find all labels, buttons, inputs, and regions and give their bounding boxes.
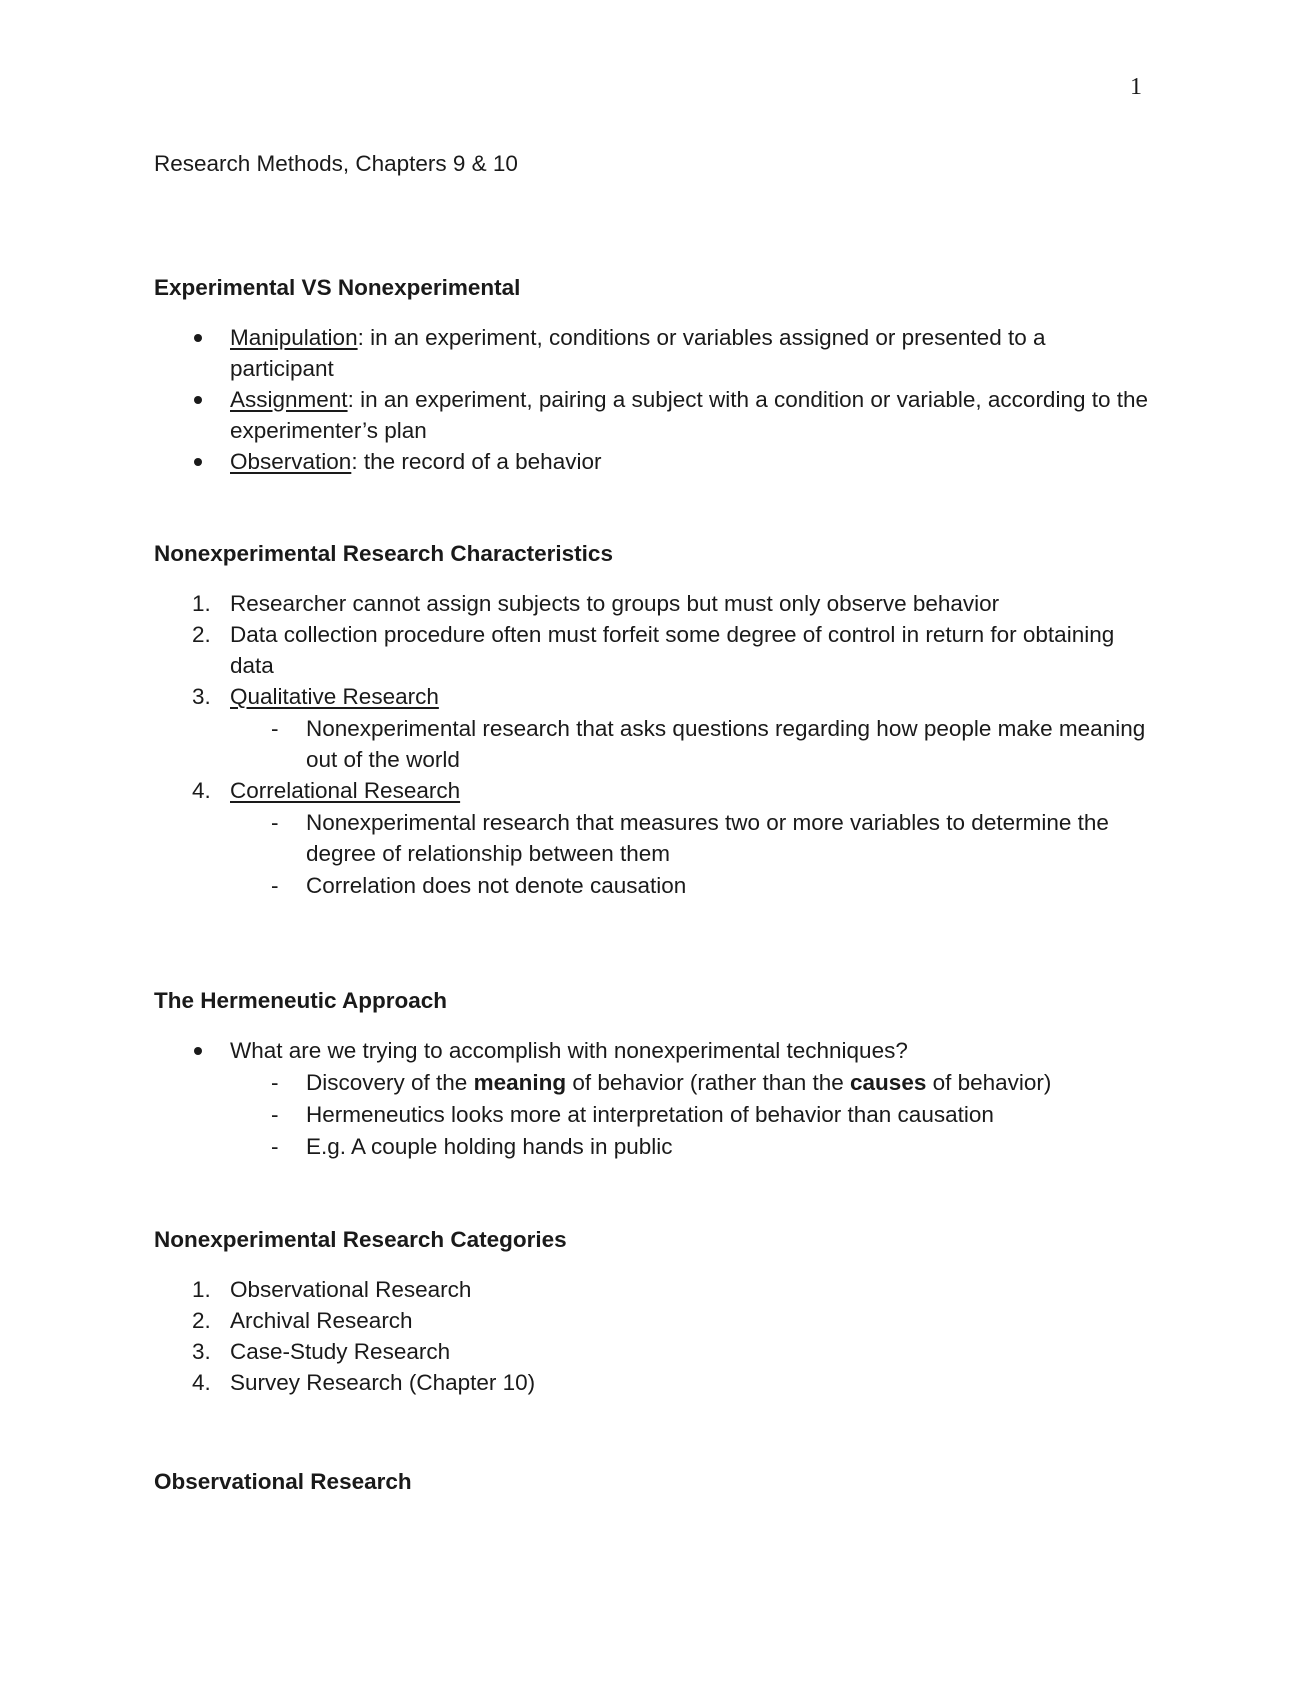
sub-list-item xyxy=(154,870,1154,901)
sub-list xyxy=(230,713,1154,775)
emphasis-meaning: meaning xyxy=(473,1070,567,1095)
item-text: Observational Research xyxy=(230,1277,472,1302)
list-item xyxy=(154,322,1154,384)
section-heading: Nonexperimental Research Characteristics xyxy=(154,541,613,566)
list-item xyxy=(154,1035,1154,1162)
emphasis-causes: causes xyxy=(850,1070,927,1095)
sub-list xyxy=(230,807,1154,901)
dash-marker: - xyxy=(271,810,279,835)
list-number: 1. xyxy=(192,1277,211,1302)
list-item xyxy=(154,1367,1154,1398)
term-label: Assignment xyxy=(230,387,348,412)
document-body xyxy=(154,148,1154,1516)
dash-marker: - xyxy=(271,1070,279,1095)
list-item xyxy=(154,384,1154,446)
page-number: 1 xyxy=(1130,74,1142,100)
question-text: What are we trying to accomplish with nonexperimental techniques? xyxy=(230,1038,908,1063)
term-label: Qualitative Research xyxy=(230,684,439,709)
section-heading: Nonexperimental Research Categories xyxy=(154,1227,567,1252)
numbered-list xyxy=(154,588,1154,901)
list-number: 4. xyxy=(192,778,211,803)
section-research-categories xyxy=(154,1224,1154,1398)
numbered-list xyxy=(154,1274,1154,1398)
sub-item-text: Discovery of the meaning of behavior (rather than the causes of behavior) xyxy=(306,1070,1052,1095)
list-item xyxy=(154,446,1154,477)
sub-list xyxy=(230,1067,1154,1162)
term-label: Observation xyxy=(230,449,352,474)
list-number: 2. xyxy=(192,622,211,647)
dash-marker: - xyxy=(271,716,279,741)
dash-marker: - xyxy=(271,873,279,898)
list-item xyxy=(154,775,1154,901)
definition-text: : the record of a behavior xyxy=(351,449,602,474)
sub-item-text: Correlation does not denote causation xyxy=(306,873,687,898)
document-title: Research Methods, Chapters 9 & 10 xyxy=(154,151,518,176)
sub-item-text: E.g. A couple holding hands in public xyxy=(306,1134,673,1159)
sub-list-item xyxy=(154,807,1154,869)
list-number: 2. xyxy=(192,1308,211,1333)
sub-item-text: Nonexperimental research that measures two or more variables to determine the degree of relationship between them xyxy=(306,810,1109,866)
sub-list-item xyxy=(154,1131,1154,1162)
item-text: Archival Research xyxy=(230,1308,413,1333)
list-item xyxy=(154,681,1154,775)
section-nonexperimental-characteristics xyxy=(154,538,1154,901)
list-item xyxy=(154,1274,1154,1305)
sub-list-item xyxy=(154,1099,1154,1130)
bullet-icon xyxy=(194,396,202,404)
section-heading: The Hermeneutic Approach xyxy=(154,988,447,1013)
definition-text: : in an experiment, pairing a subject with a condition or variable, according to the experimenter’s plan xyxy=(230,387,1149,443)
bullet-icon xyxy=(194,458,202,466)
item-text: Survey Research (Chapter 10) xyxy=(230,1370,536,1395)
item-text: Researcher cannot assign subjects to groups but must only observe behavior xyxy=(230,591,1000,616)
item-text: Data collection procedure often must forfeit some degree of control in return for obtaining data xyxy=(230,622,1115,678)
list-item xyxy=(154,619,1154,681)
list-number: 3. xyxy=(192,684,211,709)
item-text: Case-Study Research xyxy=(230,1339,451,1364)
section-observational-research xyxy=(154,1466,1154,1497)
list-item xyxy=(154,1336,1154,1367)
list-item xyxy=(154,1305,1154,1336)
section-experimental-vs-nonexperimental xyxy=(154,272,1154,477)
dash-marker: - xyxy=(271,1134,279,1159)
bullet-list xyxy=(154,322,1154,477)
definition-text: : in an experiment, conditions or variables assigned or presented to a participant xyxy=(230,325,1046,381)
sub-list-item xyxy=(154,713,1154,775)
list-number: 4. xyxy=(192,1370,211,1395)
section-heading: Experimental VS Nonexperimental xyxy=(154,275,521,300)
list-item xyxy=(154,588,1154,619)
list-number: 1. xyxy=(192,591,211,616)
section-hermeneutic-approach xyxy=(154,985,1154,1162)
list-number: 3. xyxy=(192,1339,211,1364)
dash-marker: - xyxy=(271,1102,279,1127)
term-label: Manipulation xyxy=(230,325,358,350)
section-heading: Observational Research xyxy=(154,1469,412,1494)
bullet-icon xyxy=(194,334,202,342)
bullet-icon xyxy=(194,1047,202,1055)
bullet-list xyxy=(154,1035,1154,1162)
sub-list-item xyxy=(154,1067,1154,1098)
sub-item-text: Hermeneutics looks more at interpretation of behavior than causation xyxy=(306,1102,994,1127)
sub-item-text: Nonexperimental research that asks questions regarding how people make meaning out of the world xyxy=(306,716,1146,772)
term-label: Correlational Research xyxy=(230,778,461,803)
